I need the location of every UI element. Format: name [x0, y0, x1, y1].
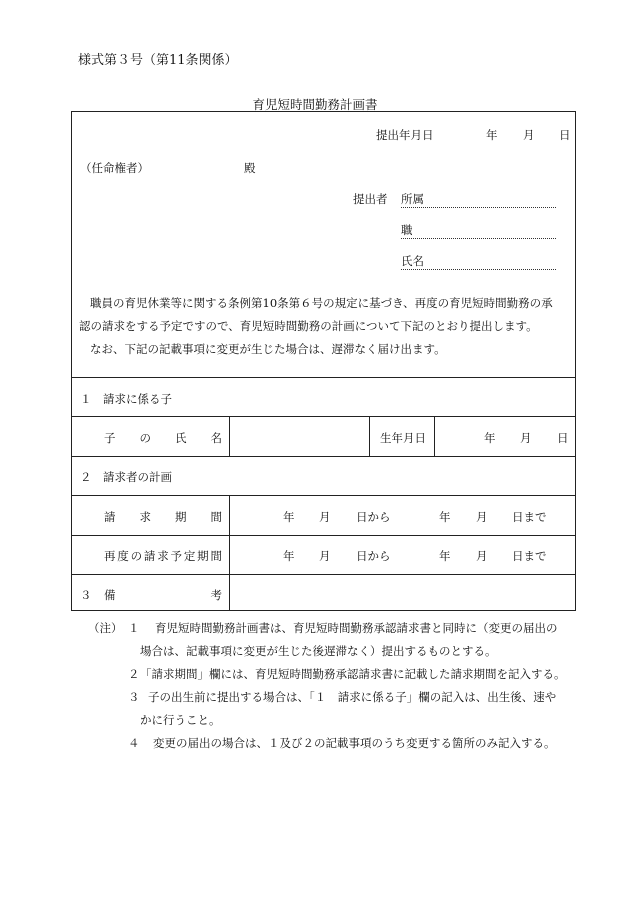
position-label: 職: [401, 223, 413, 237]
note-text: 育児短時間勤務計画書は、育児短時間勤務承認請求書と同時に（変更の届出の: [155, 621, 558, 635]
body-text-line: 職員の育児休業等に関する条例第10条第６号の規定に基づき、再度の育児短時間勤務の承: [90, 296, 553, 310]
submission-year: 年: [486, 128, 498, 142]
body-text-line: 認の請求をする予定ですので、育児短時間勤務の計画について下記のとおり提出します。: [79, 319, 538, 333]
submission-date-label: 提出年月日: [376, 128, 434, 142]
period-start-day: 日から: [356, 510, 391, 524]
body-text-line: なお、下記の記載事項に変更が生じた場合は、遅滞なく届け出ます。: [90, 342, 446, 356]
affiliation-label: 所属: [401, 192, 424, 206]
divider-line: [71, 495, 576, 496]
reperiod-start-month: 月: [319, 549, 331, 563]
column-line: [369, 416, 370, 456]
note-number: ２: [128, 667, 140, 681]
birth-date-label: 生年月日: [380, 431, 426, 445]
reperiod-start-day: 日から: [356, 549, 391, 563]
period-start-month: 月: [319, 510, 331, 524]
reperiod-end-day: 日まで: [512, 549, 547, 563]
period-start-year: 年: [283, 510, 295, 524]
affiliation-field[interactable]: [401, 191, 556, 208]
reperiod-end-year: 年: [439, 549, 451, 563]
section-plan-heading: ２ 請求者の計画: [80, 470, 172, 484]
birth-day: 日: [557, 431, 569, 445]
period-end-year: 年: [439, 510, 451, 524]
name-label: 氏名: [401, 254, 424, 268]
remarks-label: 備考: [104, 588, 222, 602]
name-field[interactable]: [401, 253, 556, 270]
birth-year: 年: [484, 431, 496, 445]
note-text: かに行うこと。: [140, 713, 221, 727]
note-number: ３: [128, 690, 140, 704]
remarks-field[interactable]: [230, 575, 575, 610]
submission-month: 月: [523, 128, 535, 142]
reperiod-start-year: 年: [283, 549, 295, 563]
form-number: 様式第３号（第11条関係）: [78, 53, 238, 68]
divider-line: [71, 377, 576, 378]
honorific: 殿: [244, 161, 256, 175]
period-end-month: 月: [476, 510, 488, 524]
column-line: [434, 416, 435, 456]
submitter-label: 提出者: [353, 192, 388, 206]
section-remarks-number: ３: [80, 588, 92, 602]
section-child-heading: １ 請求に係る子: [80, 392, 172, 406]
note-text: 変更の届出の場合は、１及び２の記載事項のうち変更する箇所のみ記入する。: [153, 736, 556, 750]
re-request-period-label: 再度の請求予定期間: [104, 549, 222, 563]
document-title: 育児短時間勤務計画書: [252, 97, 378, 112]
notes-prefix: （注）: [88, 621, 123, 635]
position-field[interactable]: [401, 222, 556, 239]
divider-line: [71, 535, 576, 536]
submission-day: 日: [559, 128, 571, 142]
child-name-field[interactable]: [230, 417, 368, 455]
note-text: 場合は、記載事項に変更が生じた後遅滞なく）提出するものとする。: [140, 644, 497, 658]
request-period-label: 請求期間: [104, 510, 222, 524]
note-number: ４: [128, 736, 140, 750]
note-number: １: [128, 621, 140, 635]
child-name-label: 子の氏名: [104, 431, 222, 445]
authority-label: （任命権者）: [80, 161, 149, 175]
divider-line: [71, 456, 576, 457]
reperiod-end-month: 月: [476, 549, 488, 563]
note-text: 子の出生前に提出する場合は、「１ 請求に係る子」欄の記入は、出生後、速や: [148, 690, 557, 704]
note-text: 「請求期間」欄には、育児短時間勤務承認請求書に記載した請求期間を記入する。: [140, 667, 566, 681]
form-frame: [71, 111, 576, 611]
birth-month: 月: [520, 431, 532, 445]
period-end-day: 日まで: [512, 510, 547, 524]
